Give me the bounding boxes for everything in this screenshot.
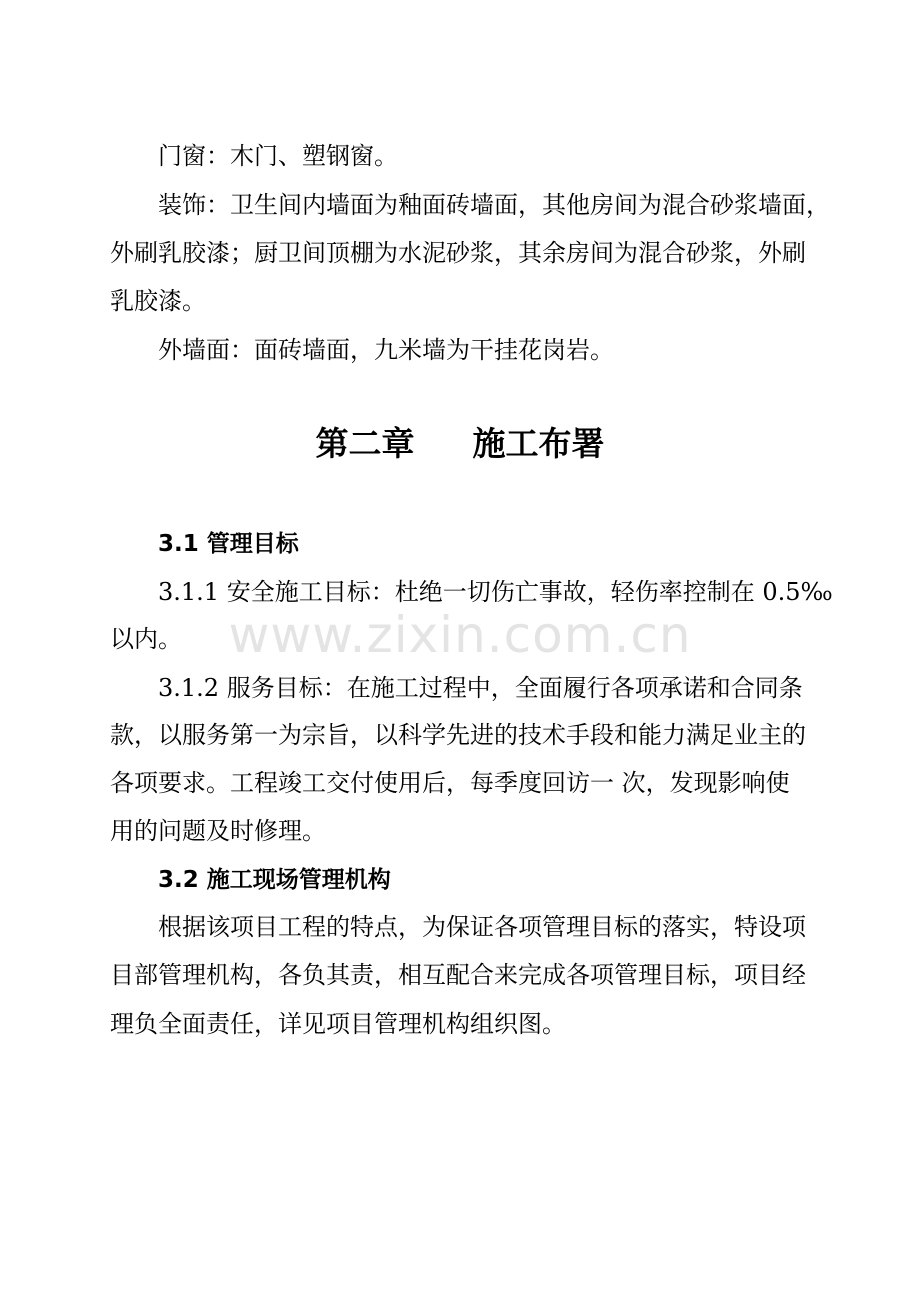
safety-goal-line-2: 以内。: [110, 625, 182, 653]
watermark: www.zixin.com.cn: [228, 606, 692, 664]
service-goal-line-4: 用的问题及时修理。: [110, 817, 326, 845]
org-structure-line-3: 理负全面责任，详见项目管理机构组织图。: [110, 1010, 566, 1038]
section-3-2-heading: 3.2 施工现场管理机构: [158, 867, 391, 893]
service-goal-line-1: 3.1.2 服务目标：在施工过程中，全面履行各项承诺和合同条: [158, 674, 803, 702]
org-structure-line-1: 根据该项目工程的特点，为保证各项管理目标的落实，特设项: [158, 913, 806, 941]
exterior-wall-text: 外墙面：面砖墙面，九米墙为干挂花岗岩。: [158, 336, 614, 364]
chapter-title: [0, 422, 920, 466]
decoration-text-line-2: 外刷乳胶漆；厨卫间顶棚为水泥砂浆，其余房间为混合砂浆，外刷: [110, 239, 806, 267]
service-goal-line-3: 各项要求。工程竣工交付使用后，每季度回访一 次，发现影响使: [110, 769, 790, 797]
section-3-1-heading: 3.1 管理目标: [158, 531, 299, 557]
safety-goal-line-1: 3.1.1 安全施工目标：杜绝一切伤亡事故，轻伤率控制在 0.5‰: [158, 578, 833, 606]
doors-windows-text: 门窗：木门、塑钢窗。: [158, 142, 398, 170]
chapter-name: 施工布署: [472, 424, 605, 463]
org-structure-line-2: 目部管理机构，各负其责，相互配合来完成各项管理目标，项目经: [110, 961, 806, 989]
decoration-text-line-1: 装饰：卫生间内墙面为釉面砖墙面，其他房间为混合砂浆墙面，: [158, 191, 830, 219]
chapter-number: 第二章: [315, 424, 415, 463]
decoration-text-line-3: 乳胶漆。: [110, 287, 206, 315]
service-goal-line-2: 款，以服务第一为宗旨，以科学先进的技术手段和能力满足业主的: [110, 721, 806, 749]
